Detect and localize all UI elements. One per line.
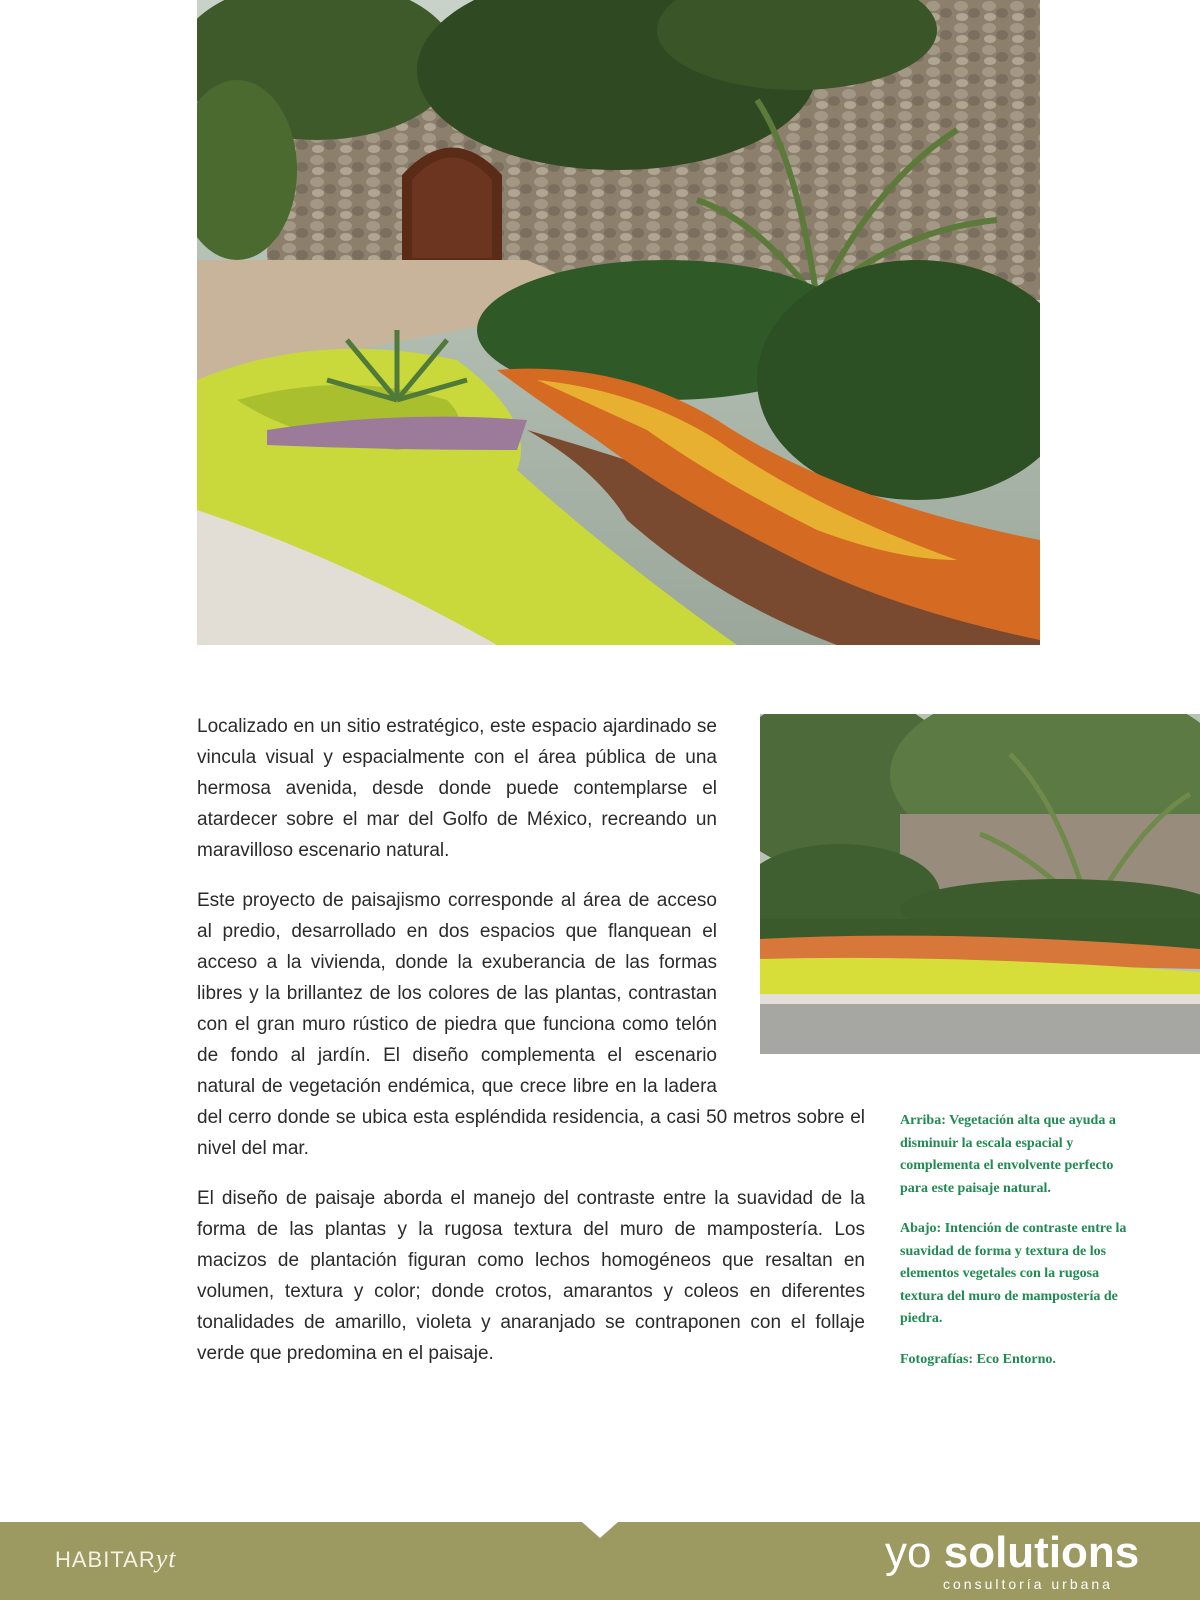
habitar-logo [55, 1544, 176, 1574]
brand-name [885, 1528, 1185, 1578]
footer-notch [582, 1522, 618, 1538]
article-paragraph-2: Este proyecto de paisajismo corresponde al área de acceso al predio, desarrollado en dos espacios que flanquean el acceso a la vivienda, donde la exuberancia de las formas libres y la brillantez de los colores de las plantas, contrastan con el gran muro rústico de piedra que funciona como telón de fondo al jardín. El diseño complementa el escenario natural de vegetación endémica, que crece libre en la ladera del cerro donde se ubica esta espléndida residencia, a casi 50 metros sobre el nivel del mar. [197, 890, 865, 1159]
brand-yo: yo [885, 1528, 932, 1577]
photo-credit: Fotografías: Eco Entorno. [900, 1351, 1056, 1367]
yo-solutions-logo [885, 1528, 1185, 1592]
brand-solutions: solutions [943, 1528, 1140, 1577]
photo-captions [900, 1110, 1135, 1389]
article-paragraph-3: El diseño de paisaje aborda el manejo del contraste entre la suavidad de la forma de las plantas y la rugosa textura del muro de mampostería. Los macizos de plantación figuran como lechos homogéneos que resaltan en volumen, textura y color; donde crotos, amarantos y coleos en diferentes tonalidades de amarillo, violeta y anaranjado se contraponen con el follaje verde que predomina en el paisaje. [197, 1188, 865, 1364]
top-garden-photo [197, 0, 1040, 645]
article-paragraph-1: Localizado en un sitio estratégico, este espacio ajardinado se vincula visual y espacialmente con el área pública de una hermosa avenida, desde donde puede contemplarse el atardecer sobre el mar del Golfo de México, recreando un maravilloso escenario natural. [197, 716, 717, 861]
caption-bottom: Abajo: Intención de contraste entre la suavidad de forma y textura de los elementos vegetales con la rugosa textura del muro de mampostería de piedra. [900, 1221, 1127, 1326]
habitar-logo-mark: yt [155, 1544, 177, 1573]
caption-top: Arriba: Vegetación alta que ayuda a disminuir la escala espacial y complementa el envolvente perfecto para este paisaje natural. [900, 1113, 1116, 1196]
article-body [197, 711, 865, 1388]
image-wrap-spacer [717, 711, 865, 1097]
habitar-logo-text: HABITAR [55, 1547, 156, 1572]
brand-tagline: consultoría urbana [943, 1576, 1113, 1592]
